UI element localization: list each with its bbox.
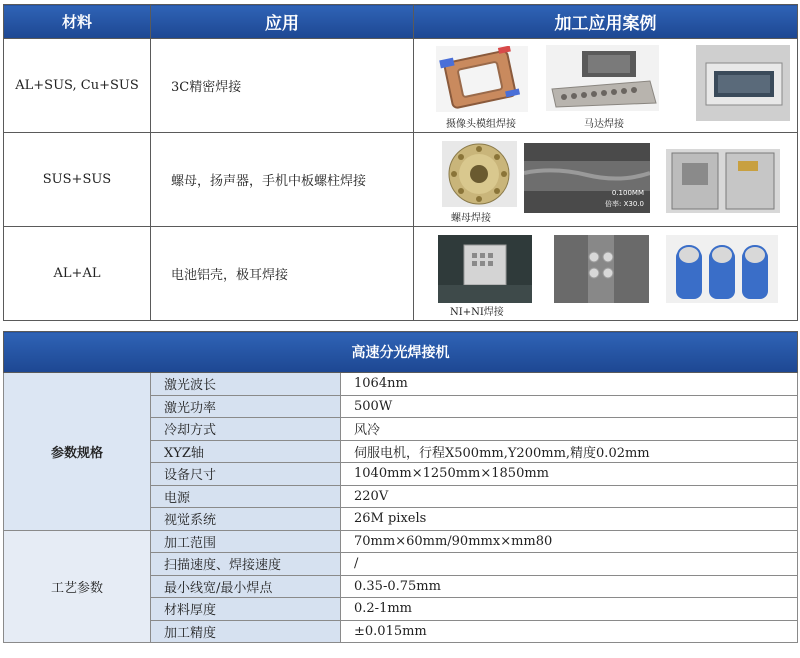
spec-table [3,331,798,643]
microscope-photo [524,143,650,213]
param-value: 风冷 [341,418,798,441]
spec-table-title: 高速分光焊接机 [4,332,798,373]
param-value: 伺服电机，行程X500mm,Y200mm,精度0.02mm [341,440,798,463]
case-caption: NI+NI焊接 [450,307,504,318]
param-value: 26M pixels [341,508,798,531]
application-cell: 3C精密焊接 [151,39,414,133]
group-label: 参数规格 [4,373,151,531]
material-cell: SUS+SUS [4,133,151,227]
param-value: 0.2-1mm [341,598,798,621]
header-material: 材料 [4,5,151,39]
table-row [4,39,798,133]
application-cell: 螺母，扬声器，手机中板螺柱焊接 [151,133,414,227]
scale-overlay: 0.100MM [611,189,644,197]
param-name: XYZ轴 [151,440,341,463]
weld-spots-photo [554,235,649,303]
table-row [4,227,798,321]
param-name: 视觉系统 [151,508,341,531]
table-row [4,133,798,227]
cases-cell [414,227,798,321]
param-value: 1064nm [341,373,798,396]
material-cell: AL+AL [4,227,151,321]
application-table-header [4,5,798,39]
phone-frame-photo [666,149,780,213]
cases-cell [414,133,798,227]
header-application: 应用 [151,5,414,39]
cases-cell [414,39,798,133]
group-label: 工艺参数 [4,530,151,643]
spec-table-title-row [4,332,798,373]
param-value: 220V [341,485,798,508]
case-caption: 马达焊接 [584,119,624,130]
param-name: 最小线宽/最小焊点 [151,575,341,598]
battery-cells-photo [666,235,778,303]
case-caption: 摄像头模组焊接 [446,119,516,130]
param-value: 70mm×60mm/90mmx×mm80 [341,530,798,553]
application-table [3,4,798,321]
motor-weld-photo [546,45,659,111]
param-value: 1040mm×1250mm×1850mm [341,463,798,486]
header-cases: 加工应用案例 [414,5,798,39]
param-name: 加工范围 [151,530,341,553]
magnification-overlay: 倍率: X30.0 [605,200,644,208]
application-cell: 电池铝壳，极耳焊接 [151,227,414,321]
module-weld-photo [696,45,790,121]
nut-weld-photo [442,141,517,207]
case-caption: 螺母焊接 [451,213,491,224]
param-value: 500W [341,395,798,418]
param-name: 电源 [151,485,341,508]
table-row [4,530,798,553]
param-value: / [341,553,798,576]
param-value: 0.35-0.75mm [341,575,798,598]
param-name: 材料厚度 [151,598,341,621]
param-name: 激光功率 [151,395,341,418]
param-name: 设备尺寸 [151,463,341,486]
param-name: 加工精度 [151,620,341,643]
camera-module-photo [436,46,528,112]
table-row [4,373,798,396]
param-name: 冷却方式 [151,418,341,441]
param-name: 扫描速度、焊接速度 [151,553,341,576]
material-cell: AL+SUS, Cu+SUS [4,39,151,133]
param-value: ±0.015mm [341,620,798,643]
battery-tab-photo [438,235,532,303]
param-name: 激光波长 [151,373,341,396]
